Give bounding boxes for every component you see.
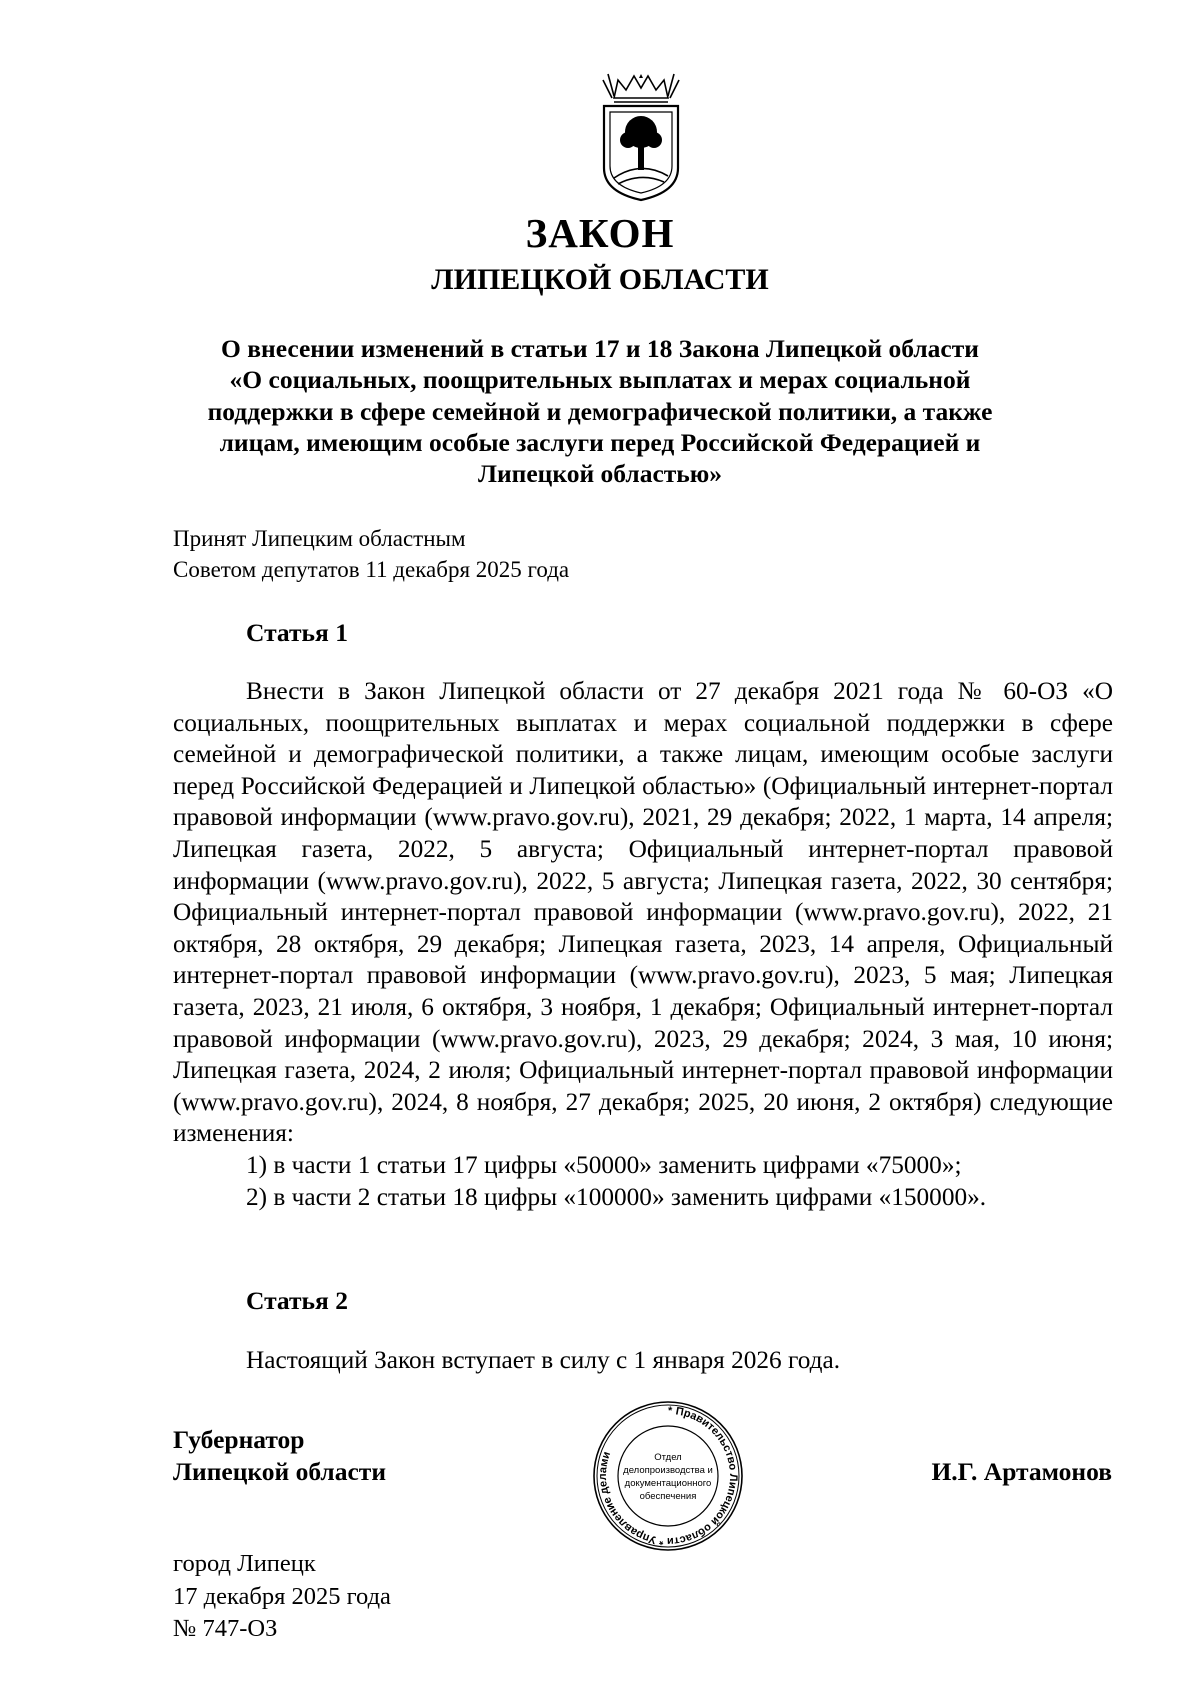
signing-date: 17 декабря 2025 года <box>173 1582 391 1610</box>
article-1-body <box>173 676 1113 1213</box>
article-1-heading: Статья 1 <box>246 618 348 647</box>
article-1-item: 1) в части 1 статьи 17 цифры «50000» заменить цифрами «75000»; <box>246 1150 962 1179</box>
article-2-heading: Статья 2 <box>246 1286 348 1315</box>
subtitle-line: Липецкой областью» <box>477 459 723 489</box>
position-line: Липецкой области <box>173 1457 387 1486</box>
seal-center-line: Отдел <box>654 1452 682 1463</box>
article-1-item: 2) в части 2 статьи 18 цифры «100000» заменить цифрами «150000». <box>246 1182 987 1211</box>
official-seal <box>592 1400 744 1552</box>
document-region: ЛИПЕЦКОЙ ОБЛАСТИ <box>431 263 769 296</box>
signature-position <box>173 1424 386 1488</box>
subtitle-line: лицам, имеющим особые заслуги перед Российской Федерацией и <box>219 427 981 457</box>
signing-place: город Липецк <box>173 1550 316 1577</box>
document-title: ЗАКОН <box>525 210 675 256</box>
seal-center-line: документационного <box>624 1478 712 1489</box>
article-1-intro: Внести в Закон Липецкой области от 27 декабря 2021 года № 60-ОЗ «О социальных, поощрительных выплатах и мерах социальной поддержки в сфере семейной и демографической политики, а также лицам, имеющим особые заслуги перед Российской Федерацией и Липецкой областью» (Официальный интернет-портал правовой информации (www.pravo.gov.ru), 2021, 29 декабря; 2022, 1 марта, 14 апреля; Липецкая газета, 2022, 5 августа; Официальный интернет-портал правовой информации (www.pravo.gov.ru), 2022, 5 августа; Липецкая газета, 2022, 30 сентября; Официальный интернет-портал правовой информации (www.pravo.gov.ru), 2022, 21 октября, 28 октября, 29 декабря; Липецкая газета, 2023, 14 апреля, Официальный интернет-портал правовой информации (www.pravo.gov.ru), 2023, 5 мая; Липецкая газета, 2023, 21 июля, 6 октября, 3 ноября, 1 декабря; Официальный интернет-портал правовой информации (www.pravo.gov.ru), 2023, 29 декабря; 2024, 3 мая, 10 июня; Липецкая газета, 2024, 2 июля; Официальный интернет-портал правовой информации (www.pravo.gov.ru), 2024, 8 ноября, 27 декабря; 2025, 20 июня, 2 октября) следующие изменения: <box>173 677 1113 1148</box>
seal-center-line: делопроизводства и <box>623 1465 713 1476</box>
seal-center-line: обеспечения <box>639 1491 697 1502</box>
seal-ring-text: * Правительство Липецкой области * Управление делами <box>596 1404 740 1548</box>
signer-name: И.Г. Артамонов <box>931 1457 1112 1486</box>
law-number: № 747-ОЗ <box>173 1615 278 1642</box>
signing-details <box>173 1548 391 1646</box>
adoption-line: Советом депутатов 11 декабря 2025 года <box>173 557 570 582</box>
subtitle-line: О внесении изменений в статьи 17 и 18 Закона Липецкой области <box>221 334 979 363</box>
position-line: Губернатор <box>173 1425 305 1454</box>
document-subtitle <box>195 333 1005 489</box>
subtitle-line: «О социальных, поощрительных выплатах и мерах социальной <box>229 365 971 395</box>
coat-of-arms-icon <box>596 68 686 202</box>
adoption-note <box>173 523 569 585</box>
subtitle-line: поддержки в сфере семейной и демографической политики, а также <box>207 396 993 426</box>
article-2-text: Настоящий Закон вступает в силу с 1 января 2026 года. <box>246 1346 841 1374</box>
adoption-line: Принят Липецким областным <box>173 526 466 551</box>
